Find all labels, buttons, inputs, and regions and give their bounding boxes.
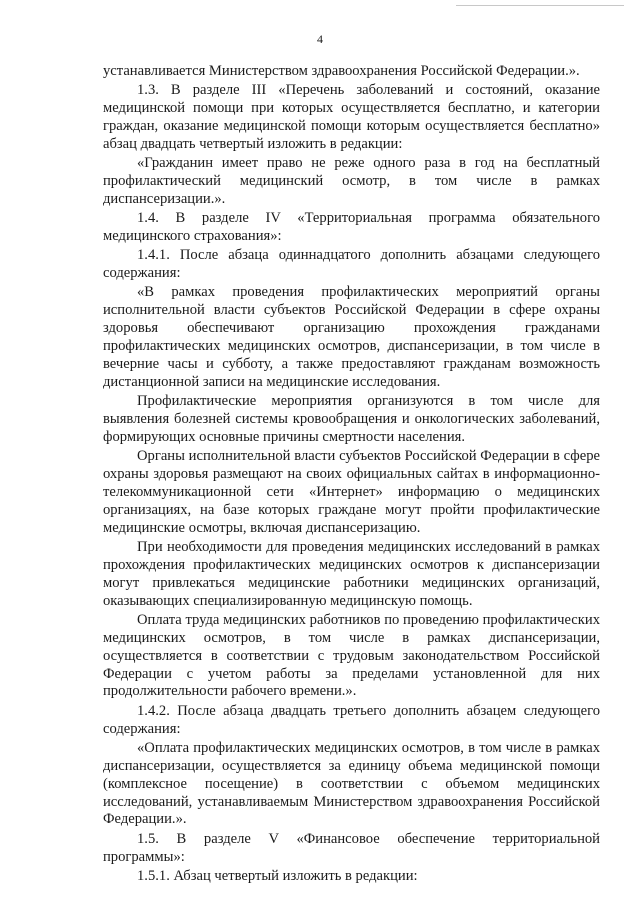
paragraph-1-4-2: 1.4.2. После абзаца двадцать третьего дополнить абзацем следующего содержания: [103,702,600,737]
paragraph-internet-info: Органы исполнительной власти субъектов Российской Федерации в сфере охраны здоровья размещают на своих официальных сайтах в информационно-телекоммуникационной сети «Интернет» информацию о медицинских организациях, на базе которых граждане могут пройти профилактические медицинские осмотры, включая диспансеризацию. [103,448,600,536]
paragraph-preventive-organization: Профилактические мероприятия организуются в том числе для выявления болезней системы кровообращения и онкологических заболеваний, формирующих основные причины смертности населения. [103,393,600,445]
paragraph-1-4-1: 1.4.1. После абзаца одиннадцатого дополнить абзацами следующего содержания: [103,247,600,282]
paragraph-1-4: 1.4. В разделе IV «Территориальная программа обязательного медицинского страхования»: [103,210,600,245]
paragraph-1-5: 1.5. В разделе V «Финансовое обеспечение территориальной программы»: [103,830,600,865]
paragraph-1-5-1: 1.5.1. Абзац четвертый изложить в редакции: [137,867,418,884]
quote-citizen-right: «Гражданин имеет право не реже одного раза в год на бесплатный профилактический медицинский осмотр, в том числе в рамках диспансеризации.». [103,155,600,207]
paragraph-labor-payment: Оплата труда медицинских работников по проведению профилактических медицинских осмотров, в том числе в рамках диспансеризации, осуществляется в соответствии с трудовым законодательством Российской Федерации с учетом работы за пределами установленной для них продолжительности рабочего времени.». [103,611,600,700]
header-rule [456,5,624,6]
quote-payment-unit: «Оплата профилактических медицинских осмотров, в том числе в рамках диспансеризации, осуществляется за единицу объема медицинской помощи (комплексное посещение) в соответствии с объемом медицинских исследований, устанавливаемым Министерством здравоохранения Российской Федерации.». [103,739,600,828]
paragraph-specialists: При необходимости для проведения медицинских исследований в рамках прохождения профилактических медицинских осмотров к диспансеризации могут привлекаться медицинские работники медицинских организаций, оказывающих специализированную медицинскую помощь. [103,538,600,609]
quote-preventive-measures: «В рамках проведения профилактических мероприятий органы исполнительной власти субъектов Российской Федерации в сфере охраны здоровья обеспечивают организацию прохождения гражданами профилактических медицинских осмотров, диспансеризации, в том числе в вечерние часы и субботу, а также предоставляют гражданам возможность дистанционной записи на медицинские исследования. [103,284,600,390]
document-body [103,63,600,887]
page-number: 4 [317,32,323,46]
paragraph-continuation: устанавливается Министерством здравоохранения Российской Федерации.». [103,63,580,79]
paragraph-1-3: 1.3. В разделе III «Перечень заболеваний и состояний, оказание медицинской помощи при которых осуществляется бесплатно, и категории граждан, оказание медицинской помощи которым осуществляется бесплатно» абзац двадцать четвертый изложить в редакции: [103,82,600,152]
